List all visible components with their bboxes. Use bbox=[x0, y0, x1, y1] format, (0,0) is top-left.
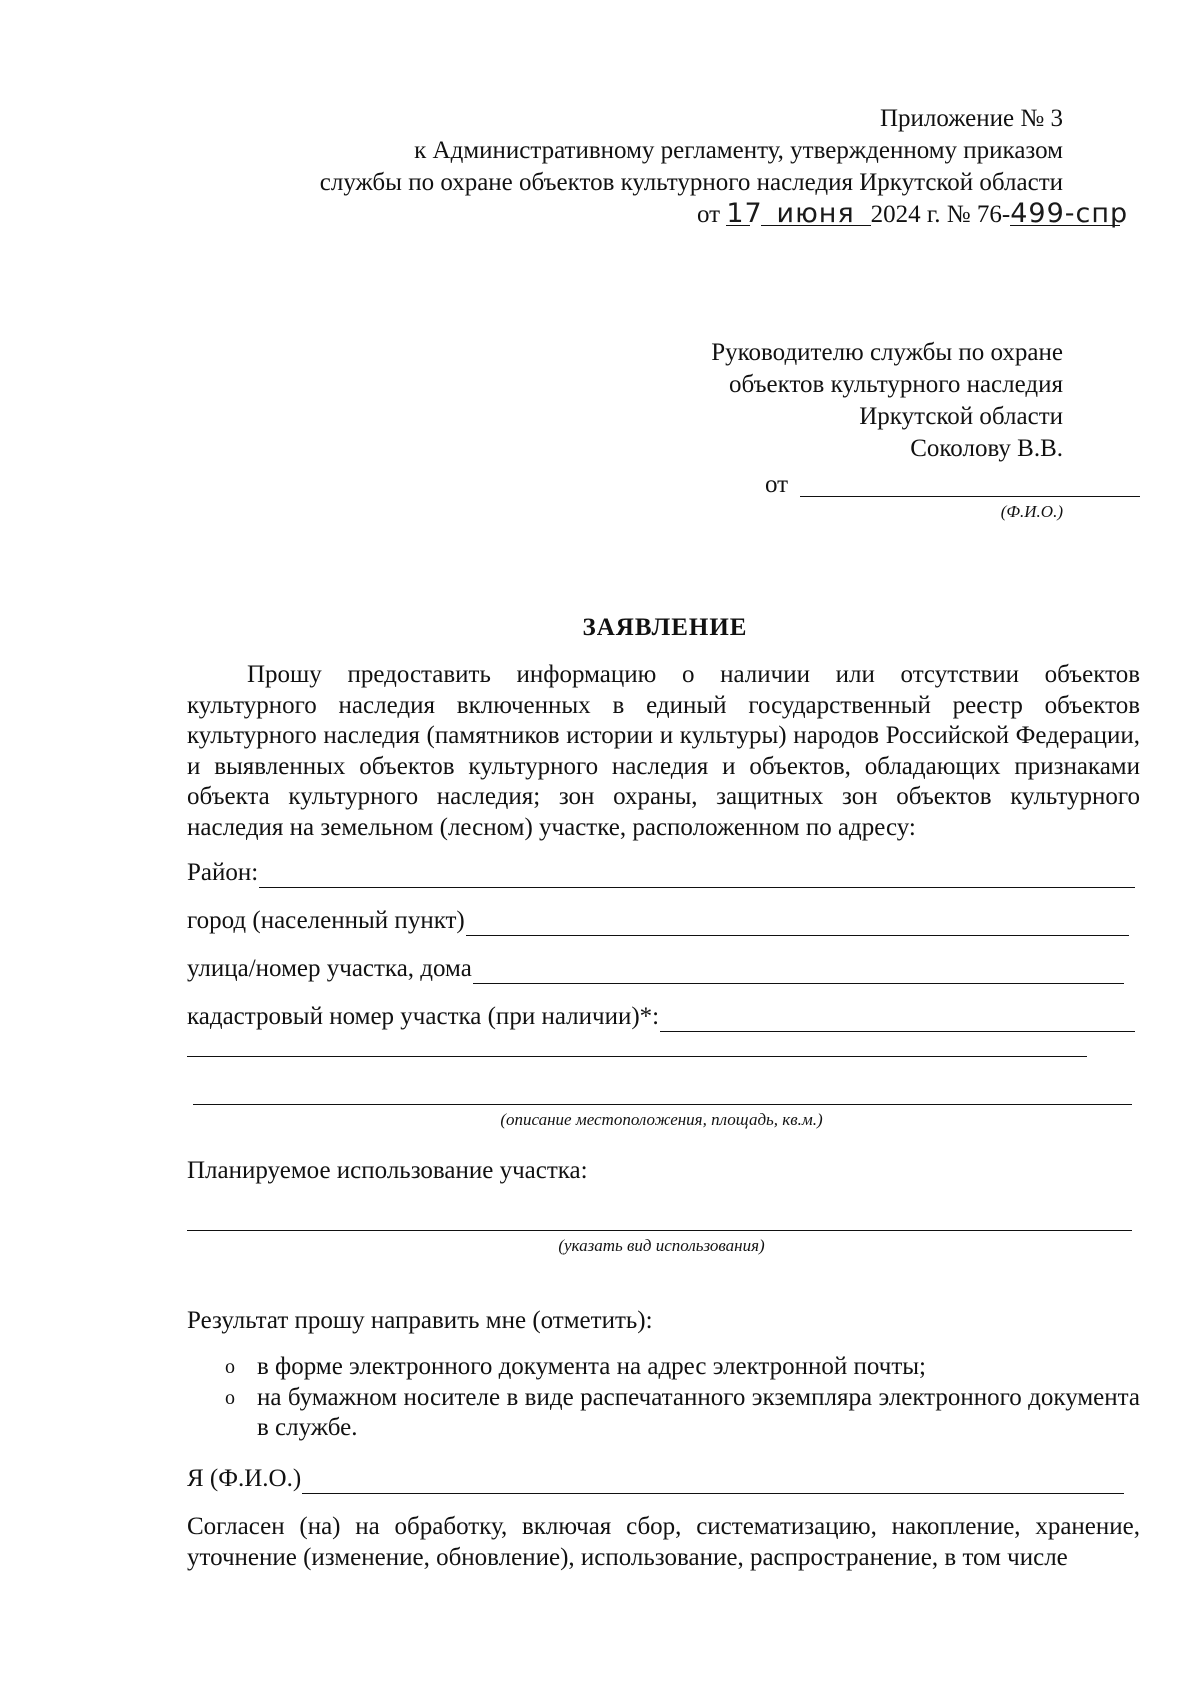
order-month: июня bbox=[761, 199, 871, 226]
order-prefix: от bbox=[697, 201, 721, 228]
applicant-fio-field[interactable] bbox=[187, 1464, 1124, 1494]
location-line-2[interactable] bbox=[193, 1104, 1132, 1105]
fio-caption: (Ф.И.О.) bbox=[1000, 502, 1063, 521]
order-day: 17 bbox=[726, 198, 763, 229]
street-input-line[interactable] bbox=[473, 961, 1124, 984]
document-title: ЗАЯВЛЕНИЕ bbox=[582, 614, 748, 641]
cadastral-field[interactable] bbox=[187, 1002, 1135, 1032]
order-date-line bbox=[697, 198, 1129, 230]
option-email-label: в форме электронного документа на адрес электронной почты; bbox=[257, 1353, 926, 1380]
addressee-line-2: объектов культурного наследия bbox=[729, 371, 1063, 398]
from-label: от bbox=[765, 471, 789, 498]
appendix-number: Приложение № 3 bbox=[879, 105, 1063, 132]
result-label: Результат прошу направить мне (отметить): bbox=[187, 1307, 653, 1334]
delivery-option-email[interactable] bbox=[187, 1352, 1140, 1383]
option-paper-label: на бумажном носителе в виде распечатанного экземпляра электронного документа в службе. bbox=[257, 1383, 1140, 1441]
location-line-1[interactable] bbox=[187, 1056, 1087, 1057]
cadastral-input-line[interactable] bbox=[660, 1009, 1135, 1032]
street-label: улица/номер участка, дома bbox=[187, 955, 472, 982]
request-paragraph: Прошу предоставить информацию о наличии или отсутствии объектов культурного наследия включенных в единый государственный реестр объектов культурного наследия (памятников истории и культуры) народов Российской Федерации, и выявленных объектов культурного наследия и объектов, обладающих признаками объекта культурного наследия; зон охраны, защитных зон объектов культурного наследия на земельном (лесном) участке, расположенном по адресу: bbox=[187, 661, 1140, 841]
planned-use-label: Планируемое использование участка: bbox=[187, 1157, 588, 1184]
planned-use-line[interactable] bbox=[187, 1230, 1132, 1231]
appendix-reference: к Административному регламенту, утвержденному приказом bbox=[414, 137, 1063, 164]
district-input-line[interactable] bbox=[259, 865, 1135, 888]
location-caption: (описание местоположения, площадь, кв.м.) bbox=[500, 1110, 823, 1129]
street-field[interactable] bbox=[187, 954, 1124, 984]
consent-paragraph: Согласен (на) на обработку, включая сбор, систематизацию, накопление, хранение, уточнение (изменение, обновление), использование, распространение, в том числе bbox=[187, 1513, 1140, 1571]
city-label: город (населенный пункт) bbox=[187, 907, 465, 934]
addressee-line-3: Иркутской области bbox=[859, 403, 1063, 430]
radio-circle-icon[interactable]: o bbox=[225, 1356, 235, 1378]
from-fio-field[interactable] bbox=[800, 496, 1140, 497]
addressee-name: Соколову В.В. bbox=[910, 435, 1063, 462]
applicant-fio-label: Я (Ф.И.О.) bbox=[187, 1465, 302, 1492]
cadastral-label: кадастровый номер участка (при наличии)*: bbox=[187, 1003, 660, 1030]
delivery-options bbox=[187, 1352, 1140, 1444]
applicant-fio-input-line[interactable] bbox=[302, 1471, 1124, 1494]
appendix-authority: службы по охране объектов культурного наследия Иркутской области bbox=[319, 169, 1063, 196]
city-field[interactable] bbox=[187, 906, 1129, 936]
delivery-option-paper[interactable] bbox=[187, 1383, 1140, 1444]
district-label: Район: bbox=[187, 859, 259, 886]
district-field[interactable] bbox=[187, 858, 1135, 888]
radio-circle-icon[interactable]: o bbox=[225, 1386, 235, 1409]
addressee-line-1: Руководителю службы по охране bbox=[711, 339, 1063, 366]
city-input-line[interactable] bbox=[466, 913, 1129, 936]
order-suffix: 499-спр bbox=[1010, 198, 1129, 229]
planned-use-caption: (указать вид использования) bbox=[558, 1236, 765, 1255]
order-year-number: 2024 г. № 76- bbox=[870, 201, 1011, 228]
